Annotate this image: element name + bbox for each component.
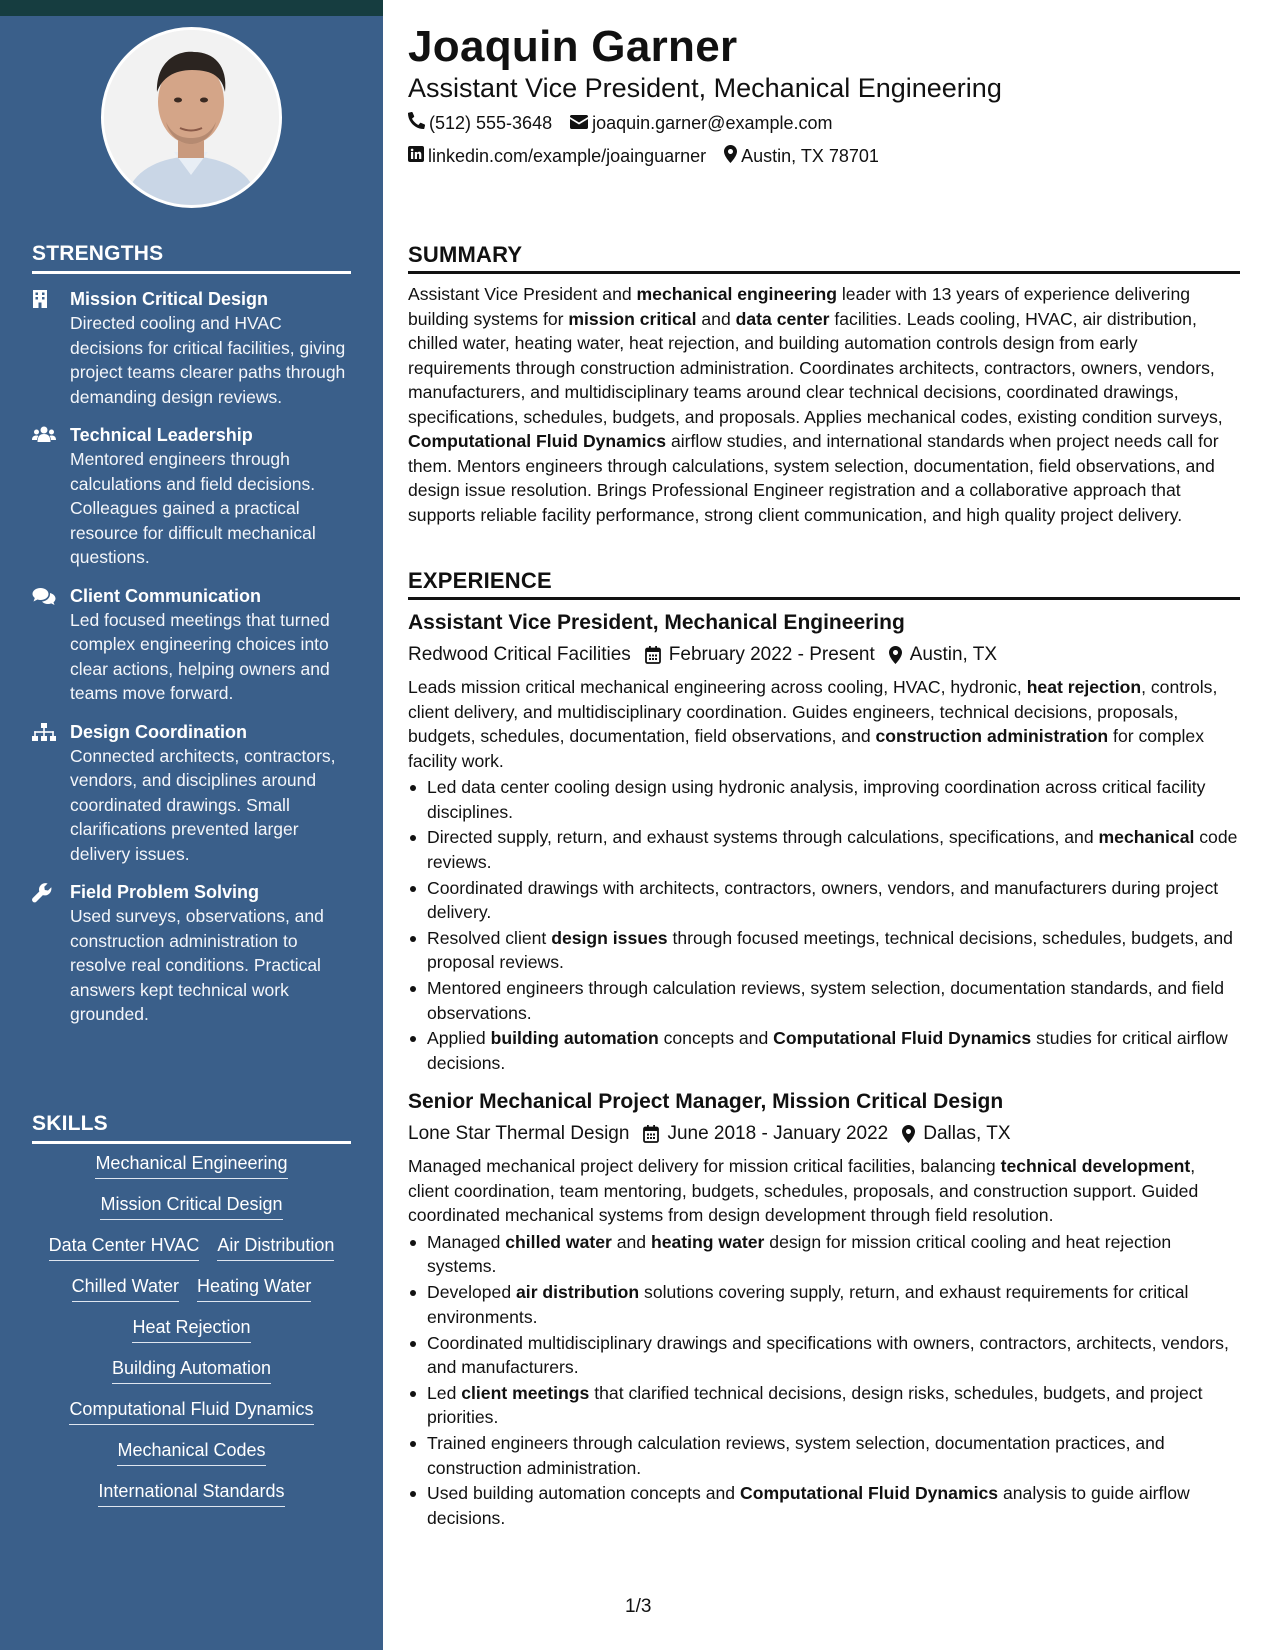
phone-contact	[408, 112, 552, 134]
skill-tag: Mission Critical Design	[100, 1191, 282, 1220]
strength-item	[32, 584, 351, 706]
bullet-item: Coordinated drawings with architects, contractors, owners, vendors, and manufacturers during project delivery.	[408, 876, 1240, 925]
strength-description: Directed cooling and HVAC decisions for critical facilities, giving project teams clearer paths through demanding design reviews.	[70, 313, 346, 407]
bullet-item: Led data center cooling design using hydronic analysis, improving coordination across critical facility disciplines.	[408, 775, 1240, 824]
map-marker-icon	[889, 646, 902, 664]
bullet-item: Managed chilled water and heating water design for mission critical cooling and heat rejection systems.	[408, 1230, 1240, 1279]
summary-heading: SUMMARY	[408, 242, 1240, 274]
job-location	[889, 640, 997, 670]
sitemap-icon	[32, 720, 70, 867]
map-marker-icon	[724, 145, 741, 168]
bullet-item: Resolved client design issues through focused meetings, technical decisions, schedules, budgets, and proposal reviews.	[408, 926, 1240, 975]
bullet-item: Applied building automation concepts and Computational Fluid Dynamics studies for critical airflow decisions.	[408, 1026, 1240, 1075]
sidebar-top-bar	[0, 0, 383, 16]
location-text: Austin, TX	[909, 644, 998, 665]
linkedin-contact[interactable]	[408, 146, 706, 167]
location-contact	[724, 145, 879, 168]
job-meta	[408, 640, 1240, 670]
calendar-icon	[643, 1125, 659, 1143]
wrench-icon	[32, 880, 70, 1027]
skill-tag: Air Distribution	[217, 1232, 334, 1261]
linkedin-icon	[408, 146, 428, 167]
company-name: Lone Star Thermal Design	[408, 1123, 630, 1145]
skill-tag: Mechanical Codes	[117, 1437, 265, 1466]
strength-description: Led focused meetings that turned complex engineering choices into clear actions, helping owners and teams move forward.	[70, 609, 330, 703]
bullet-item: Directed supply, return, and exhaust systems through calculations, specifications, and mechanical code reviews.	[408, 825, 1240, 874]
strength-title: Design Coordination	[70, 721, 247, 742]
strength-item	[32, 720, 351, 867]
job-dates	[643, 1119, 888, 1149]
page-number: 1/3	[625, 1596, 652, 1617]
strengths-section	[32, 242, 351, 1027]
summary-text: Assistant Vice President and mechanical engineering leader with 13 years of experience delivering building systems for mission critical and data center facilities. Leads cooling, HVAC, air distribution, chilled water, heating water, heat rejection, and building automation controls design from early requirements through construction administration. Coordinates architects, contractors, owners, vendors, manufacturers, and multidisciplinary teams around clear technical decisions, coordinated drawings, specifications, schedules, budgets, and proposals. Applies mechanical codes, existing condition surveys, Computational Fluid Dynamics airflow studies, and international standards when project needs call for them. Mentors engineers through calculations, system selection, documentation, field observations, and design issue resolution. Brings Professional Engineer registration and a collaborative approach that supports reliable facility performance, strong client communication, and high quality project delivery.	[408, 284, 1223, 525]
email-contact[interactable]	[570, 113, 832, 134]
job-bullets	[408, 1230, 1240, 1530]
email-link[interactable]: joaquin.garner@example.com	[592, 112, 833, 133]
strength-item	[32, 880, 351, 1027]
skill-list	[32, 1150, 351, 1507]
candidate-name: Joaquin Garner	[408, 22, 738, 71]
experience-section	[408, 568, 1240, 1530]
skill-tag: Chilled Water	[72, 1273, 179, 1302]
profile-photo	[101, 27, 282, 208]
job-dates	[645, 640, 875, 670]
strength-title: Field Problem Solving	[70, 882, 260, 902]
strength-item	[32, 287, 351, 409]
skill-tag: International Standards	[98, 1478, 284, 1507]
job-bullets	[408, 775, 1240, 1075]
strength-title: Mission Critical Design	[70, 289, 269, 309]
job-meta	[408, 1119, 1240, 1149]
phone-text: (512) 555-3648	[429, 112, 553, 133]
dates-text: February 2022 - Present	[668, 644, 875, 665]
bullet-item: Led client meetings that clarified technical decisions, design risks, schedules, budgets, and project priorities.	[408, 1381, 1240, 1430]
company-name: Redwood Critical Facilities	[408, 644, 631, 665]
skills-heading: SKILLS	[32, 1112, 351, 1144]
map-marker-icon	[902, 1125, 915, 1143]
skills-section	[32, 1112, 351, 1507]
bullet-item: Used building automation concepts and Computational Fluid Dynamics analysis to guide airflow decisions.	[408, 1481, 1240, 1530]
linkedin-link[interactable]: linkedin.com/example/joainguarner	[428, 146, 707, 166]
skill-tag: Heating Water	[197, 1273, 311, 1302]
skill-tag: Heat Rejection	[132, 1314, 250, 1343]
job-location	[902, 1119, 1010, 1149]
skill-tag: Building Automation	[112, 1355, 271, 1384]
job-title: Assistant Vice President, Mechanical Engineering	[408, 611, 905, 634]
users-icon	[32, 423, 70, 570]
job-entry	[408, 1087, 1240, 1530]
phone-icon	[408, 112, 429, 134]
location-text: Dallas, TX	[923, 1123, 1011, 1145]
strength-title: Technical Leadership	[70, 425, 253, 445]
skill-tag: Computational Fluid Dynamics	[69, 1396, 313, 1425]
summary-section	[408, 242, 1240, 527]
job-description: Managed mechanical project delivery for mission critical facilities, balancing technical development, client coordination, team mentoring, budgets, schedules, proposals, and construction support. Guided coordinated mechanical systems from design development through field resolution.	[408, 1156, 1199, 1226]
strength-title: Client Communication	[70, 585, 262, 606]
job-title: Senior Mechanical Project Manager, Mission Critical Design	[408, 1090, 1004, 1114]
location-text: Austin, TX 78701	[741, 146, 879, 166]
dates-text: June 2018 - January 2022	[667, 1123, 889, 1145]
strength-description: Used surveys, observations, and construction administration to resolve real conditions. Practical answers kept technical work grounded.	[70, 906, 324, 1024]
bullet-item: Trained engineers through calculation reviews, system selection, documentation practices, and construction administration.	[408, 1431, 1240, 1480]
skill-tag: Mechanical Engineering	[95, 1150, 287, 1179]
job-description: Leads mission critical mechanical engineering across cooling, HVAC, hydronic, heat rejection, controls, client delivery, and multidisciplinary coordination. Guides engineers, technical decisions, proposals, budgets, schedules, documentation, field observations, and construction administration for complex facility work.	[408, 677, 1218, 771]
strengths-heading: STRENGTHS	[32, 242, 351, 274]
building-icon	[32, 287, 70, 409]
skill-tag: Data Center HVAC	[49, 1232, 200, 1261]
envelope-icon	[570, 113, 592, 134]
bullet-item: Developed air distribution solutions covering supply, return, and exhaust requirements for critical environments.	[408, 1280, 1240, 1329]
job-entry	[408, 608, 1240, 1075]
sidebar	[0, 0, 383, 1650]
strength-item	[32, 423, 351, 570]
bullet-item: Mentored engineers through calculation reviews, system selection, documentation standards, and field observations.	[408, 976, 1240, 1025]
main-content	[408, 0, 1240, 1650]
comments-icon	[32, 584, 70, 706]
strength-description: Connected architects, contractors, vendors, and disciplines around coordinated drawings. Small clarifications prevented larger delivery issues.	[70, 745, 336, 864]
contact-row	[408, 145, 897, 168]
strength-description: Mentored engineers through calculations and field decisions. Colleagues gained a practical resource for difficult mechanical questions.	[70, 449, 316, 567]
candidate-title: Assistant Vice President, Mechanical Engineering	[408, 73, 1002, 103]
calendar-icon	[645, 646, 661, 664]
experience-heading: EXPERIENCE	[408, 568, 1240, 600]
bullet-item: Coordinated multidisciplinary drawings and specifications with owners, contractors, architects, vendors, and manufacturers.	[408, 1331, 1240, 1380]
contact-row	[408, 112, 851, 134]
